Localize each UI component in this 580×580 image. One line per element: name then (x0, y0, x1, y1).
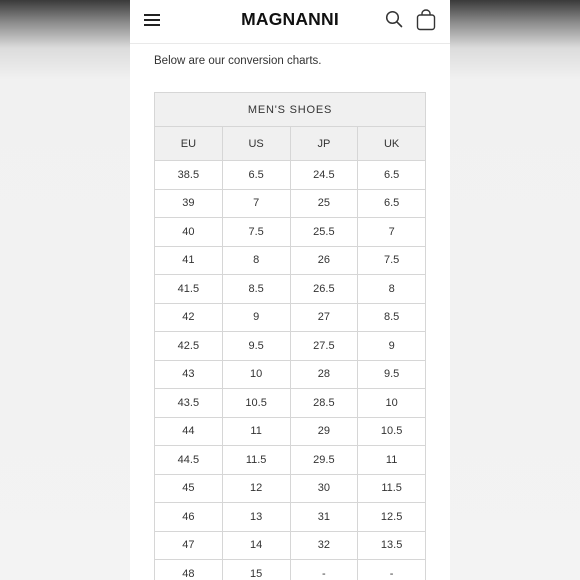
table-cell-eu: 42.5 (155, 332, 223, 361)
table-cell-uk: 9 (358, 332, 426, 361)
table-cell-jp: 26 (290, 246, 358, 275)
table-cell-eu: 40 (155, 218, 223, 247)
table-cell-eu: 43 (155, 360, 223, 389)
table-cell-us: 7 (222, 189, 290, 218)
table-cell-eu: 39 (155, 189, 223, 218)
column-header-us: US (222, 127, 290, 161)
table-cell-jp: 29.5 (290, 446, 358, 475)
table-row (155, 503, 426, 532)
site-header (130, 0, 450, 44)
size-conversion-table (154, 92, 426, 580)
table-cell-uk: 6.5 (358, 189, 426, 218)
table-row (155, 417, 426, 446)
table-cell-jp: 31 (290, 503, 358, 532)
table-cell-jp: 27 (290, 303, 358, 332)
table-row (155, 332, 426, 361)
table-cell-us: 13 (222, 503, 290, 532)
table-cell-uk: 8.5 (358, 303, 426, 332)
table-row (155, 218, 426, 247)
table-cell-us: 12 (222, 474, 290, 503)
table-row (155, 446, 426, 475)
table-row (155, 389, 426, 418)
table-cell-us: 10.5 (222, 389, 290, 418)
table-cell-uk: 12.5 (358, 503, 426, 532)
table-row (155, 560, 426, 580)
table-cell-us: 9.5 (222, 332, 290, 361)
table-cell-eu: 42 (155, 303, 223, 332)
table-row (155, 275, 426, 304)
table-cell-eu: 47 (155, 531, 223, 560)
table-row (155, 360, 426, 389)
table-cell-eu: 43.5 (155, 389, 223, 418)
table-cell-uk: 11.5 (358, 474, 426, 503)
table-cell-us: 11.5 (222, 446, 290, 475)
search-icon[interactable] (385, 10, 403, 28)
table-cell-uk: 13.5 (358, 531, 426, 560)
table-cell-uk: 11 (358, 446, 426, 475)
table-row (155, 189, 426, 218)
table-cell-jp: 30 (290, 474, 358, 503)
table-row (155, 531, 426, 560)
table-row (155, 303, 426, 332)
brand-logo[interactable]: MAGNANNI (241, 9, 339, 29)
table-cell-eu: 44.5 (155, 446, 223, 475)
shopping-bag-icon[interactable] (416, 9, 436, 31)
table-cell-jp: 27.5 (290, 332, 358, 361)
table-cell-us: 8.5 (222, 275, 290, 304)
table-row (155, 246, 426, 275)
table-cell-jp: 28.5 (290, 389, 358, 418)
table-cell-uk: 8 (358, 275, 426, 304)
table-cell-us: 10 (222, 360, 290, 389)
table-cell-jp: 24.5 (290, 161, 358, 190)
table-cell-jp: 26.5 (290, 275, 358, 304)
table-cell-eu: 45 (155, 474, 223, 503)
table-cell-eu: 48 (155, 560, 223, 580)
table-cell-jp: 25 (290, 189, 358, 218)
table-cell-us: 14 (222, 531, 290, 560)
table-cell-uk: 10.5 (358, 417, 426, 446)
table-cell-eu: 41.5 (155, 275, 223, 304)
table-cell-us: 8 (222, 246, 290, 275)
table-cell-uk: 6.5 (358, 161, 426, 190)
table-cell-us: 6.5 (222, 161, 290, 190)
table-cell-eu: 38.5 (155, 161, 223, 190)
table-cell-uk: 7 (358, 218, 426, 247)
table-cell-eu: 44 (155, 417, 223, 446)
table-cell-jp: 28 (290, 360, 358, 389)
table-cell-jp: 32 (290, 531, 358, 560)
table-cell-uk: 10 (358, 389, 426, 418)
table-cell-us: 11 (222, 417, 290, 446)
table-cell-eu: 46 (155, 503, 223, 532)
table-row (155, 474, 426, 503)
table-cell-us: 7.5 (222, 218, 290, 247)
column-header-uk: UK (358, 127, 426, 161)
table-body (155, 161, 426, 580)
table-cell-eu: 41 (155, 246, 223, 275)
column-header-jp: JP (290, 127, 358, 161)
phone-screen (130, 0, 450, 580)
table-cell-uk: 9.5 (358, 360, 426, 389)
intro-text: Below are our conversion charts. (154, 55, 322, 67)
table-cell-jp: 29 (290, 417, 358, 446)
table-row (155, 161, 426, 190)
table-cell-uk: - (358, 560, 426, 580)
table-cell-us: 15 (222, 560, 290, 580)
table-title: MEN'S SHOES (155, 93, 426, 127)
table-cell-us: 9 (222, 303, 290, 332)
table-cell-jp: 25.5 (290, 218, 358, 247)
table-cell-jp: - (290, 560, 358, 580)
column-header-row (155, 127, 426, 161)
column-header-eu: EU (155, 127, 223, 161)
table-cell-uk: 7.5 (358, 246, 426, 275)
